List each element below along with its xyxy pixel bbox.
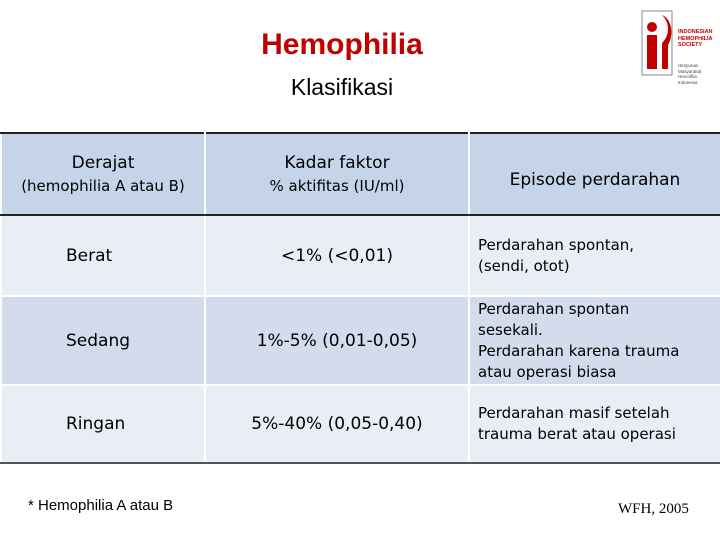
factor-level-cell: 1%-5% (0,01-0,05) bbox=[205, 296, 469, 385]
footnote: * Hemophilia A atau B bbox=[28, 497, 174, 514]
logo-text: INDONESIAN HEMOPHILIA SOCIETY bbox=[678, 29, 713, 48]
classification-table bbox=[0, 132, 720, 464]
factor-level-cell: 5%-40% (0,05-0,40) bbox=[205, 385, 469, 463]
table-header-row bbox=[1, 133, 720, 215]
hemophilia-society-logo-icon bbox=[640, 5, 676, 85]
header-episode: Episode perdarahan bbox=[469, 133, 720, 215]
header-kadar-faktor: Kadar faktor % aktifitas (IU/ml) bbox=[205, 133, 469, 215]
factor-level-cell: <1% (<0,01) bbox=[205, 215, 469, 296]
table-row bbox=[1, 215, 720, 296]
source-citation: WFH, 2005 bbox=[618, 501, 689, 517]
page-subtitle: Klasifikasi bbox=[290, 74, 394, 100]
header-derajat: Derajat (hemophilia A atau B) bbox=[1, 133, 205, 215]
severity-cell: Ringan bbox=[1, 385, 205, 463]
table-row bbox=[1, 385, 720, 463]
society-logo bbox=[640, 5, 718, 97]
episode-cell: Perdarahan spontan, (sendi, otot) bbox=[469, 215, 720, 296]
page-title: Hemophilia bbox=[261, 28, 423, 61]
severity-cell: Sedang bbox=[1, 296, 205, 385]
severity-cell: Berat bbox=[1, 215, 205, 296]
episode-cell: Perdarahan spontan sesekali. Perdarahan karena trauma atau operasi biasa bbox=[469, 296, 720, 385]
table-row bbox=[1, 296, 720, 385]
episode-cell: Perdarahan masif setelah trauma berat atau operasi bbox=[469, 385, 720, 463]
logo-subtext: Himpunan Masyarakat Hemofilia Indonesia bbox=[678, 63, 702, 85]
